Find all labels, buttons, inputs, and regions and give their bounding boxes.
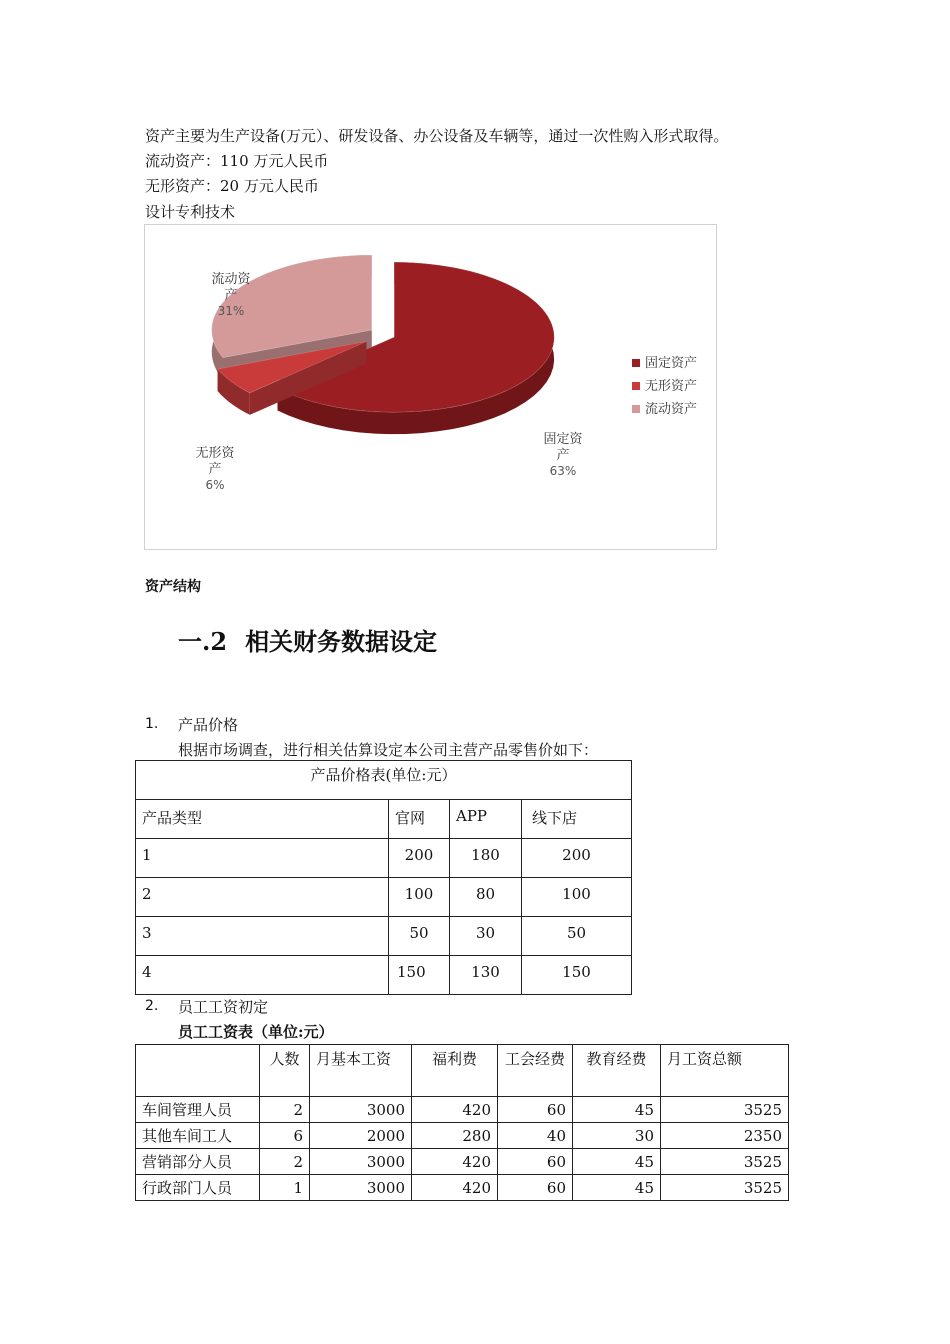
slice-label-name: 流动资 bbox=[211, 272, 251, 287]
wage-header-union: 工会经费 bbox=[498, 1045, 573, 1097]
price-cell: 3 bbox=[136, 917, 389, 956]
wage-cell: 6 bbox=[260, 1123, 310, 1149]
table-row bbox=[136, 1149, 789, 1175]
wage-header-base: 月基本工资 bbox=[310, 1045, 412, 1097]
legend-label: 无形资产 bbox=[645, 379, 698, 394]
intro-line-2: 流动资产：110 万元人民币 bbox=[145, 152, 329, 170]
price-cell: 200 bbox=[522, 839, 632, 878]
table-row bbox=[136, 878, 632, 917]
wage-cell: 420 bbox=[412, 1175, 498, 1201]
wage-cell: 3525 bbox=[661, 1175, 789, 1201]
wage-cell: 2 bbox=[260, 1149, 310, 1175]
price-description: 根据市场调查，进行相关估算设定本公司主营产品零售价如下： bbox=[178, 741, 599, 759]
legend-swatch bbox=[632, 382, 640, 390]
section-number: 一.2 bbox=[178, 627, 228, 656]
legend-label: 固定资产 bbox=[645, 356, 698, 371]
price-cell: 100 bbox=[389, 878, 450, 917]
table-row bbox=[136, 1097, 789, 1123]
wage-cell: 2 bbox=[260, 1097, 310, 1123]
price-cell: 100 bbox=[522, 878, 632, 917]
wage-cell: 45 bbox=[573, 1175, 661, 1201]
wage-header-education: 教育经费 bbox=[573, 1045, 661, 1097]
slice-label-name: 固定资 bbox=[543, 432, 583, 447]
section-heading bbox=[178, 622, 437, 657]
wage-cell: 45 bbox=[573, 1149, 661, 1175]
wage-cell: 3000 bbox=[310, 1097, 412, 1123]
wage-cell: 1 bbox=[260, 1175, 310, 1201]
price-header-store: 线下店 bbox=[522, 800, 632, 839]
wage-cell: 420 bbox=[412, 1149, 498, 1175]
wage-cell: 行政部门人员 bbox=[136, 1175, 260, 1201]
price-cell: 130 bbox=[450, 956, 522, 995]
intro-line-1: 资产主要为生产设备(万元）、研发设备、办公设备及车辆等，通过一次性购入形式取得。 bbox=[145, 127, 729, 145]
legend-label: 流动资产 bbox=[645, 402, 698, 417]
slice-label-name: 产 bbox=[556, 448, 570, 463]
intro-line-3: 无形资产：20 万元人民币 bbox=[145, 177, 319, 195]
wage-header-welfare: 福利费 bbox=[412, 1045, 498, 1097]
wage-header-count: 人数 bbox=[260, 1045, 310, 1097]
list-item-product-price: 产品价格 bbox=[178, 716, 239, 734]
price-cell: 200 bbox=[389, 839, 450, 878]
wage-table-title: 员工工资表（单位:元） bbox=[178, 1023, 334, 1041]
price-cell: 50 bbox=[522, 917, 632, 956]
slice-label-name: 无形资 bbox=[195, 446, 235, 461]
table-row bbox=[136, 1175, 789, 1201]
slice-label-name: 产 bbox=[224, 288, 238, 303]
table-row bbox=[136, 839, 632, 878]
price-cell: 150 bbox=[522, 956, 632, 995]
wage-cell: 30 bbox=[573, 1123, 661, 1149]
price-header-type: 产品类型 bbox=[136, 800, 389, 839]
wage-header-total: 月工资总额 bbox=[661, 1045, 789, 1097]
wage-cell: 3000 bbox=[310, 1149, 412, 1175]
price-cell: 50 bbox=[389, 917, 450, 956]
wage-cell: 420 bbox=[412, 1097, 498, 1123]
wage-cell: 40 bbox=[498, 1123, 573, 1149]
table-row bbox=[136, 956, 632, 995]
price-cell: 150 bbox=[389, 956, 450, 995]
wage-cell: 其他车间工人 bbox=[136, 1123, 260, 1149]
wage-cell: 45 bbox=[573, 1097, 661, 1123]
price-cell: 30 bbox=[450, 917, 522, 956]
wage-header-blank bbox=[136, 1045, 260, 1097]
table-row bbox=[136, 1123, 789, 1149]
wage-cell: 3525 bbox=[661, 1097, 789, 1123]
slice-label-pct: 6% bbox=[205, 478, 225, 492]
price-table-title: 产品价格表(单位:元） bbox=[136, 761, 632, 800]
table-row bbox=[136, 917, 632, 956]
price-table bbox=[135, 760, 632, 995]
wage-cell: 车间管理人员 bbox=[136, 1097, 260, 1123]
list-number-1: 1. bbox=[145, 716, 159, 732]
price-cell: 180 bbox=[450, 839, 522, 878]
price-header-app: APP bbox=[450, 800, 522, 839]
wage-cell: 3000 bbox=[310, 1175, 412, 1201]
wage-cell: 60 bbox=[498, 1175, 573, 1201]
wage-cell: 60 bbox=[498, 1149, 573, 1175]
wage-table bbox=[135, 1044, 789, 1201]
price-cell: 2 bbox=[136, 878, 389, 917]
asset-pie-chart bbox=[144, 224, 717, 550]
pie-chart-svg bbox=[145, 225, 718, 551]
price-cell: 80 bbox=[450, 878, 522, 917]
price-header-web: 官网 bbox=[389, 800, 450, 839]
price-cell: 4 bbox=[136, 956, 389, 995]
slice-label-name: 产 bbox=[208, 462, 222, 477]
wage-cell: 营销部分人员 bbox=[136, 1149, 260, 1175]
wage-cell: 280 bbox=[412, 1123, 498, 1149]
section-title: 相关财务数据设定 bbox=[245, 627, 438, 656]
slice-label-pct: 31% bbox=[217, 304, 245, 318]
wage-cell: 3525 bbox=[661, 1149, 789, 1175]
price-cell: 1 bbox=[136, 839, 389, 878]
legend-swatch bbox=[632, 405, 640, 413]
legend-swatch bbox=[632, 359, 640, 367]
intro-line-4: 设计专利技术 bbox=[145, 203, 236, 221]
list-number-2: 2. bbox=[145, 998, 159, 1014]
wage-cell: 2000 bbox=[310, 1123, 412, 1149]
list-item-wages: 员工工资初定 bbox=[178, 998, 269, 1016]
chart-caption: 资产结构 bbox=[145, 579, 201, 595]
wage-cell: 2350 bbox=[661, 1123, 789, 1149]
wage-cell: 60 bbox=[498, 1097, 573, 1123]
slice-label-pct: 63% bbox=[549, 464, 577, 478]
